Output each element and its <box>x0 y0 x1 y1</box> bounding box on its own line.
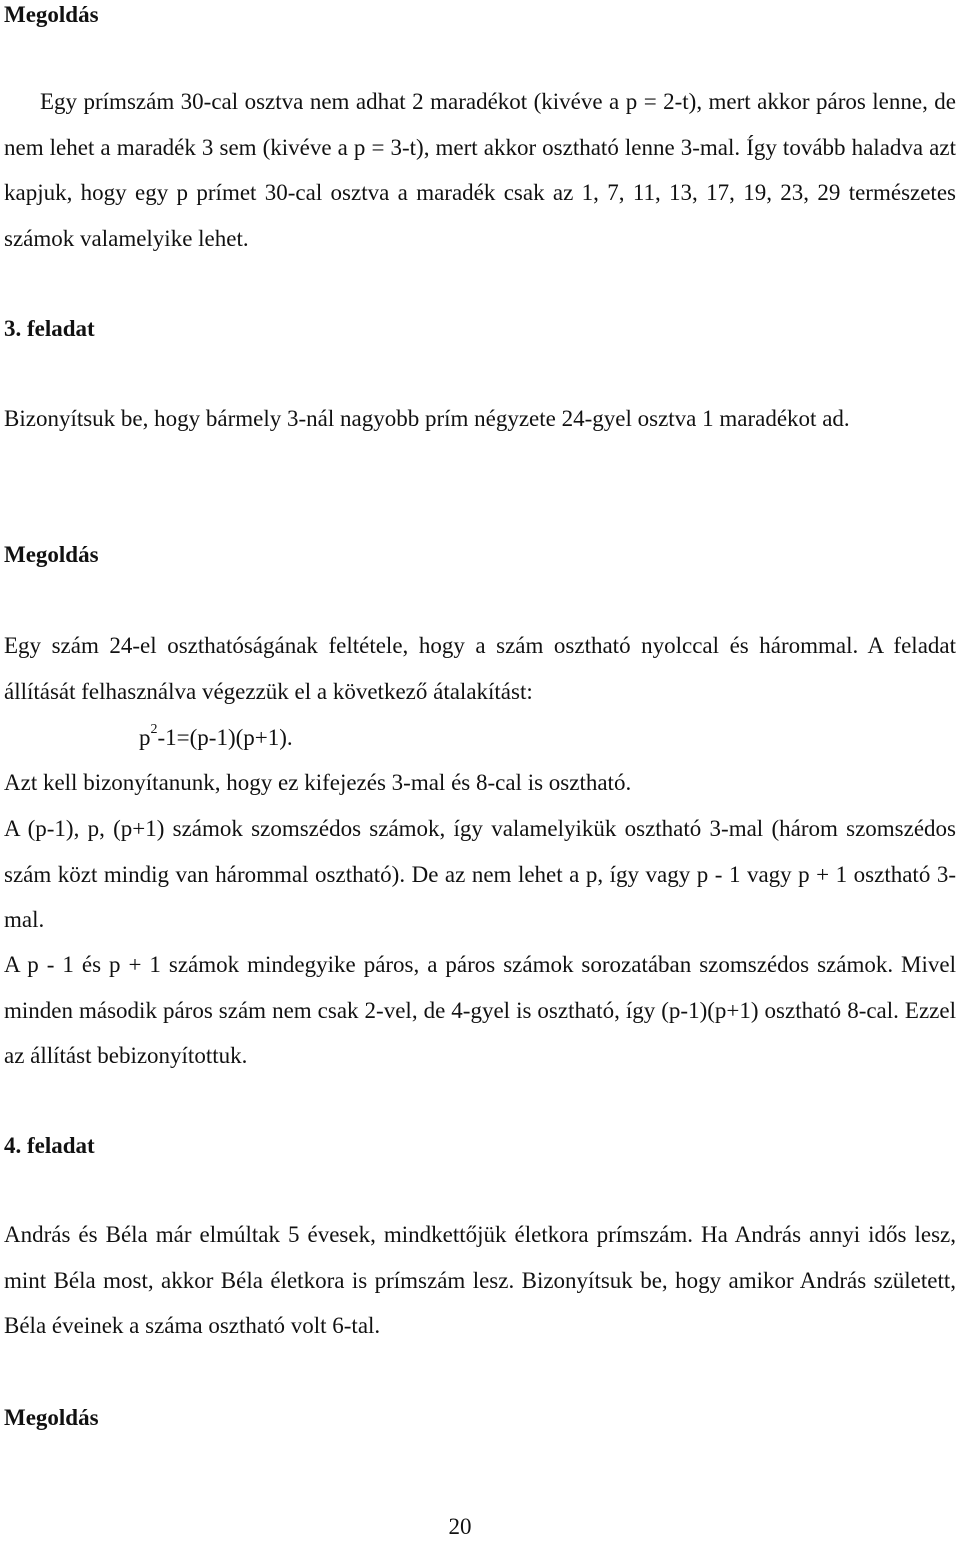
solution-paragraph: Azt kell bizonyítanunk, hogy ez kifejezés 3-mal és 8-cal is osztható. <box>4 770 632 795</box>
task-3-heading: 3. feladat <box>4 316 95 341</box>
formula <box>139 723 293 753</box>
solution-paragraph: A p - 1 és p + 1 számok mindegyike páros, a páros számok sorozatában szomszédos számok. Mivel minden második páros szám nem csak 2-vel, de 4-gyel is osztható, így (p-1)(p+1) osztható 8-cal. Ezzel az állítást bebizonyítottuk. <box>4 952 956 1068</box>
task-4-heading: 4. feladat <box>4 1133 95 1158</box>
formula-base: p <box>139 725 151 750</box>
solution-heading: Megoldás <box>4 2 99 27</box>
solution-paragraph: Egy szám 24-el oszthatóságának feltétele, hogy a szám osztható nyolccal és hárommal. A feladat állítását felhasználva végezzük el a következő átalakítást: <box>4 633 956 704</box>
task-3-statement: Bizonyítsuk be, hogy bármely 3-nál nagyobb prím négyzete 24-gyel osztva 1 maradékot ad. <box>4 406 850 431</box>
solution-heading: Megoldás <box>4 1405 99 1430</box>
solution-heading: Megoldás <box>4 542 99 567</box>
formula-exponent: 2 <box>150 722 158 738</box>
formula-rest: -1=(p-1)(p+1). <box>157 725 293 750</box>
solution-paragraph: A (p-1), p, (p+1) számok szomszédos számok, így valamelyikük osztható 3-mal (három szomszédos szám közt mindig van hárommal osztható). De az nem lehet a p, így vagy p - 1 vagy p + 1 osztható 3-mal. <box>4 816 956 932</box>
task-4-statement: András és Béla már elmúltak 5 évesek, mindkettőjük életkora prímszám. Ha András annyi idős lesz, mint Béla most, akkor Béla életkora is prímszám lesz. Bizonyítsuk be, hogy amikor András született, Béla éveinek a száma osztható volt 6-tal. <box>4 1222 956 1338</box>
solution-paragraph: Egy prímszám 30-cal osztva nem adhat 2 maradékot (kivéve a p = 2-t), mert akkor páros lenne, de nem lehet a maradék 3 sem (kivéve a p = 3-t), mert akkor osztható lenne 3-mal. Így tovább haladva azt kapjuk, hogy egy p prímet 30-cal osztva a maradék csak az 1, 7, 11, 13, 17, 19, 23, 29 természetes számok valamelyike lehet. <box>4 89 956 251</box>
page-number: 20 <box>448 1514 472 1539</box>
